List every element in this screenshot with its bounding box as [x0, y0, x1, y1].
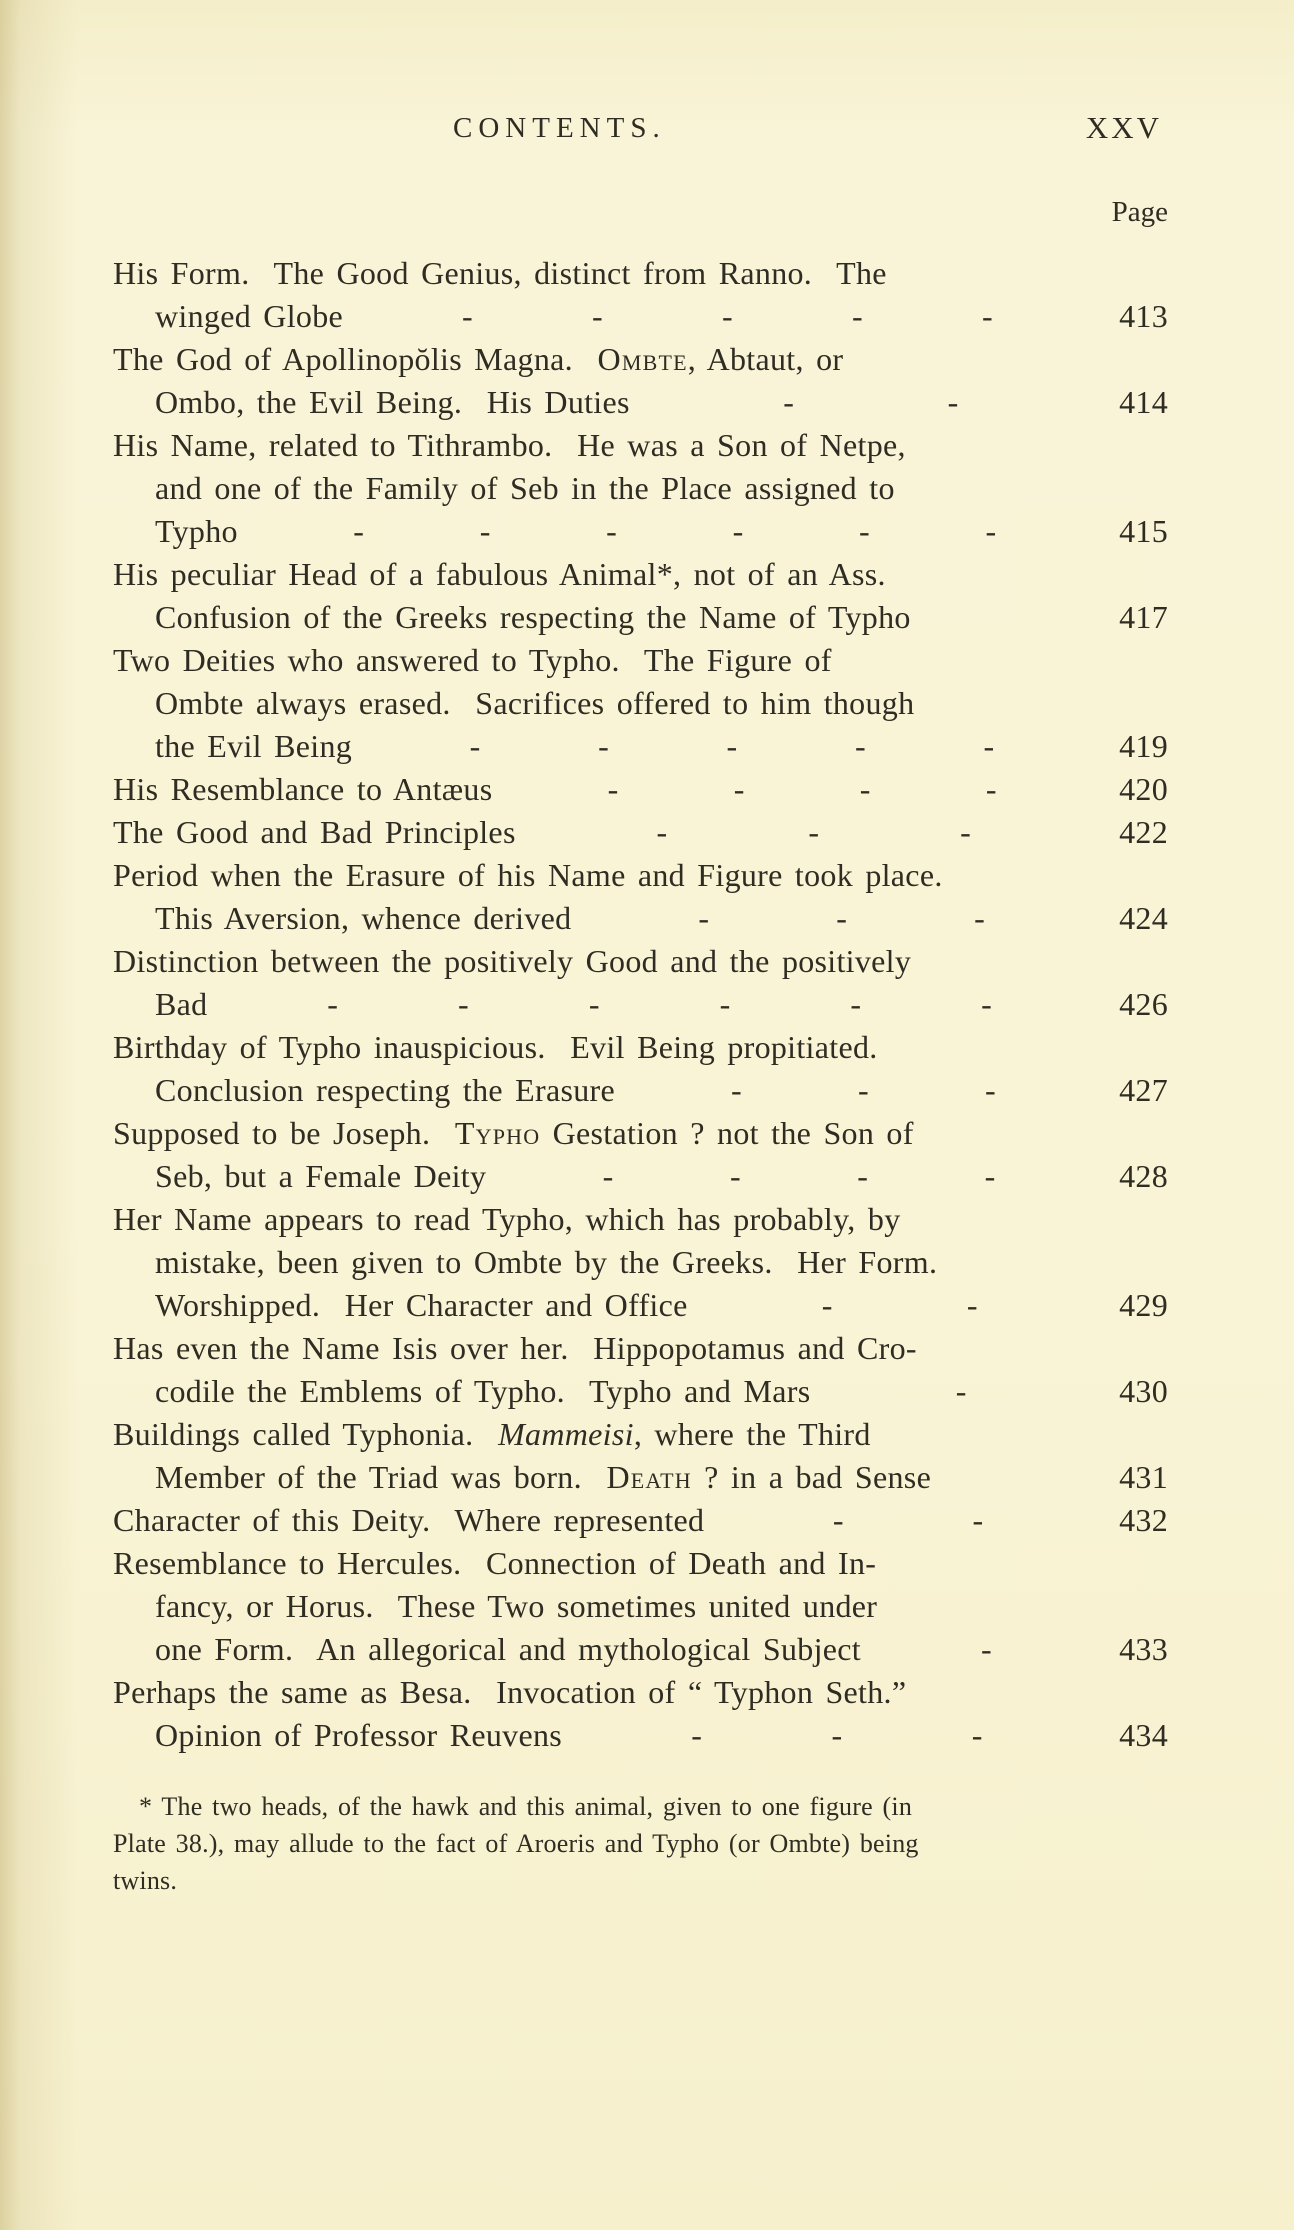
toc-entry-text: Two Deities who answered to Typho. The Figure of	[113, 642, 832, 678]
toc-entry-text: Has even the Name Isis over her. Hippopotamus and Cro-	[113, 1330, 917, 1366]
toc-line	[113, 1112, 1168, 1155]
leader-dash: -	[972, 1502, 984, 1538]
toc-line	[113, 1714, 1168, 1757]
leader-dash: -	[859, 513, 870, 549]
toc-line	[113, 811, 1168, 854]
page-number: 415	[1119, 513, 1168, 549]
dash-leader	[492, 768, 1112, 811]
leader-dash: -	[462, 298, 473, 334]
footnote-line: * The two heads, of the hawk and this animal, given to one figure (in	[139, 1792, 913, 1821]
dash-leader	[704, 1499, 1112, 1542]
leader-dash: -	[732, 513, 744, 549]
leader-dash: -	[598, 728, 610, 764]
page-number: 426	[1119, 986, 1168, 1022]
contents-heading: CONTENTS.	[453, 112, 666, 144]
toc-line	[113, 1198, 1168, 1241]
leader-dash: -	[821, 1287, 833, 1323]
leader-dash: -	[592, 298, 603, 334]
leader-dash: -	[602, 1158, 614, 1194]
toc-line	[113, 897, 1168, 940]
toc-entry-text: Opinion of Professor Reuvens	[155, 1717, 563, 1753]
dash-leader	[207, 983, 1112, 1026]
toc-line	[113, 1241, 1168, 1284]
page-number: 431	[1119, 1459, 1168, 1495]
toc-entry-text: His peculiar Head of a fabulous Animal*, not of an Ass.	[113, 556, 886, 592]
footnote-line: Plate 38.), may allude to the fact of Aroeris and Typho (or Ombte) being	[113, 1829, 919, 1858]
page-number: 417	[1119, 599, 1168, 635]
leader-dash: -	[588, 986, 600, 1022]
toc-line	[113, 1671, 1168, 1714]
dash-leader	[238, 510, 1112, 553]
page-number: 429	[1119, 1287, 1168, 1323]
leader-dash: -	[722, 298, 733, 334]
toc-entry-text: fancy, or Horus. These Two sometimes united under	[155, 1588, 878, 1624]
toc-entry-text: Ombte always erased. Sacrifices offered to him though	[155, 685, 915, 721]
leader-dash: -	[850, 986, 862, 1022]
toc-line	[113, 596, 1168, 639]
toc-entry-text: The Good and Bad Principles	[113, 814, 516, 850]
page-number: 433	[1119, 1631, 1168, 1667]
toc-line	[113, 1155, 1168, 1198]
dash-leader	[688, 1284, 1112, 1327]
dash-leader	[571, 897, 1112, 940]
toc-line	[113, 768, 1168, 811]
leader-dash: -	[984, 1158, 996, 1194]
toc-entry-text: Character of this Deity. Where represented	[113, 1502, 705, 1538]
leader-dash: -	[783, 384, 795, 420]
toc-entry-text: winged Globe	[155, 298, 344, 334]
leader-dash: -	[971, 1717, 983, 1753]
toc-entry-text: Seb, but a Female Deity	[155, 1158, 487, 1194]
toc-entry-text: Her Name appears to read Typho, which has probably, by	[113, 1201, 901, 1237]
leader-dash: -	[857, 1158, 869, 1194]
toc-entry-text: and one of the Family of Seb in the Place assigned to	[155, 470, 895, 506]
page-number: 428	[1119, 1158, 1168, 1194]
leader-dash: -	[656, 814, 668, 850]
toc-line	[113, 467, 1168, 510]
toc-entry-text: Distinction between the positively Good and the positively	[113, 943, 912, 979]
dash-leader	[352, 725, 1112, 768]
leader-dash: -	[691, 1717, 703, 1753]
toc-line	[113, 1542, 1168, 1585]
leader-dash: -	[729, 1158, 741, 1194]
leader-dash: -	[606, 513, 618, 549]
leader-dash: -	[981, 986, 993, 1022]
toc-entry-text: Worshipped. Her Character and Office	[155, 1287, 688, 1323]
leader-dash: -	[985, 513, 997, 549]
leader-dash: -	[984, 1072, 996, 1108]
leader-dash: -	[960, 814, 972, 850]
page-number: 413	[1119, 298, 1168, 334]
toc-entry-text: His Form. The Good Genius, distinct from Ranno. The	[113, 255, 887, 291]
toc-line	[113, 1499, 1168, 1542]
page-number: 434	[1119, 1717, 1168, 1753]
toc-entry-text: This Aversion, whence derived	[155, 900, 572, 936]
toc-line	[113, 854, 1168, 897]
leader-dash: -	[458, 986, 470, 1022]
toc-line	[113, 639, 1168, 682]
leader-dash: -	[981, 1631, 992, 1667]
toc-entry-text: mistake, been given to Ombte by the Greeks. Her Form.	[155, 1244, 938, 1280]
toc-line	[113, 381, 1168, 424]
leader-dash: -	[808, 814, 820, 850]
leader-dash: -	[479, 513, 491, 549]
leader-dash: -	[985, 771, 997, 807]
folio-roman-numeral: XXV	[1085, 110, 1162, 145]
leader-dash: -	[831, 1717, 843, 1753]
toc-line	[113, 1413, 1168, 1456]
leader-dash: -	[726, 728, 738, 764]
toc-entry-text: Supposed to be Joseph. Typho Gestation ? not the Son of	[113, 1115, 914, 1151]
footnote-line: twins.	[113, 1866, 178, 1895]
toc-entry-text: the Evil Being	[155, 728, 353, 764]
toc-entry-text: Period when the Erasure of his Name and Figure took place.	[113, 857, 943, 893]
leader-dash: -	[981, 298, 993, 334]
toc-entry-text: Member of the Triad was born. Death ? in a bad Sense	[155, 1459, 932, 1495]
toc-entry-text: Birthday of Typho inauspicious. Evil Being propitiated.	[113, 1029, 878, 1065]
leader-dash: -	[353, 513, 365, 549]
page-number: 432	[1119, 1502, 1168, 1538]
toc-entry-text: The God of Apollinopŏlis Magna. Ombte, Abtaut, or	[113, 341, 844, 377]
leader-dash: -	[966, 1287, 978, 1323]
toc-line	[113, 1284, 1168, 1327]
dash-leader	[861, 1628, 1112, 1671]
toc-entry-text: His Resemblance to Antæus	[113, 771, 493, 807]
toc-line	[113, 725, 1168, 768]
toc-entry-text: Confusion of the Greeks respecting the Name of Typho	[155, 599, 911, 635]
toc-line	[113, 1327, 1168, 1370]
page-number: 414	[1119, 384, 1168, 420]
toc-entry-text: Perhaps the same as Besa. Invocation of “ Typhon Seth.”	[113, 1674, 907, 1710]
toc-line	[113, 1456, 1168, 1499]
toc-line	[113, 1370, 1168, 1413]
leader-dash: -	[733, 771, 745, 807]
leader-dash: -	[974, 900, 986, 936]
toc-entry-text: one Form. An allegorical and mythological Subject	[155, 1631, 861, 1667]
toc-line	[113, 1628, 1168, 1671]
toc-line	[113, 1026, 1168, 1069]
leader-dash: -	[947, 384, 959, 420]
leader-dash: -	[607, 771, 619, 807]
leader-dash: -	[859, 771, 871, 807]
page-number: 419	[1119, 728, 1168, 764]
toc-entry-text: codile the Emblems of Typho. Typho and Mars	[155, 1373, 811, 1409]
dash-leader	[615, 1069, 1112, 1112]
toc-entry-text: Typho	[155, 513, 238, 549]
page-number: 420	[1119, 771, 1168, 807]
leader-dash: -	[955, 1373, 967, 1409]
toc-line	[113, 1585, 1168, 1628]
toc-line	[113, 940, 1168, 983]
toc-entry-text: Ombo, the Evil Being. His Duties	[155, 384, 630, 420]
footnote	[113, 1788, 1168, 1899]
leader-dash: -	[698, 900, 710, 936]
page-column-label: Page	[1111, 196, 1168, 228]
leader-dash: -	[469, 728, 481, 764]
leader-dash: -	[832, 1502, 844, 1538]
leader-dash: -	[858, 1072, 869, 1108]
toc-line	[113, 983, 1168, 1026]
toc-line	[113, 338, 1168, 381]
page-number: 424	[1119, 900, 1168, 936]
leader-dash: -	[983, 728, 995, 764]
toc-line	[113, 553, 1168, 596]
page-number: 422	[1119, 814, 1168, 850]
page-header	[113, 112, 1168, 158]
toc-list	[113, 252, 1168, 1757]
leader-dash: -	[836, 900, 848, 936]
toc-entry-text: Buildings called Typhonia. Mammeisi, where the Third	[113, 1416, 871, 1452]
dash-leader	[562, 1714, 1112, 1757]
dash-leader	[343, 295, 1112, 338]
dash-leader	[810, 1370, 1112, 1413]
page-number: 430	[1119, 1373, 1168, 1409]
leader-dash: -	[851, 298, 863, 334]
toc-entry-text: Resemblance to Hercules. Connection of Death and In-	[113, 1545, 877, 1581]
leader-dash: -	[855, 728, 866, 764]
toc-line	[113, 682, 1168, 725]
toc-entry-text: His Name, related to Tithrambo. He was a Son of Netpe,	[113, 427, 906, 463]
toc-entry-text: Conclusion respecting the Erasure	[155, 1072, 615, 1108]
leader-dash: -	[719, 986, 731, 1022]
toc-line	[113, 1069, 1168, 1112]
dash-leader	[486, 1155, 1112, 1198]
toc-line	[113, 424, 1168, 467]
leader-dash: -	[731, 1072, 742, 1108]
leader-dash: -	[327, 986, 339, 1022]
toc-line	[113, 510, 1168, 553]
dash-leader	[516, 811, 1112, 854]
toc-line	[113, 252, 1168, 295]
dash-leader	[630, 381, 1112, 424]
toc-entry-text: Bad	[155, 986, 208, 1022]
page-number: 427	[1119, 1072, 1168, 1108]
toc-line	[113, 295, 1168, 338]
